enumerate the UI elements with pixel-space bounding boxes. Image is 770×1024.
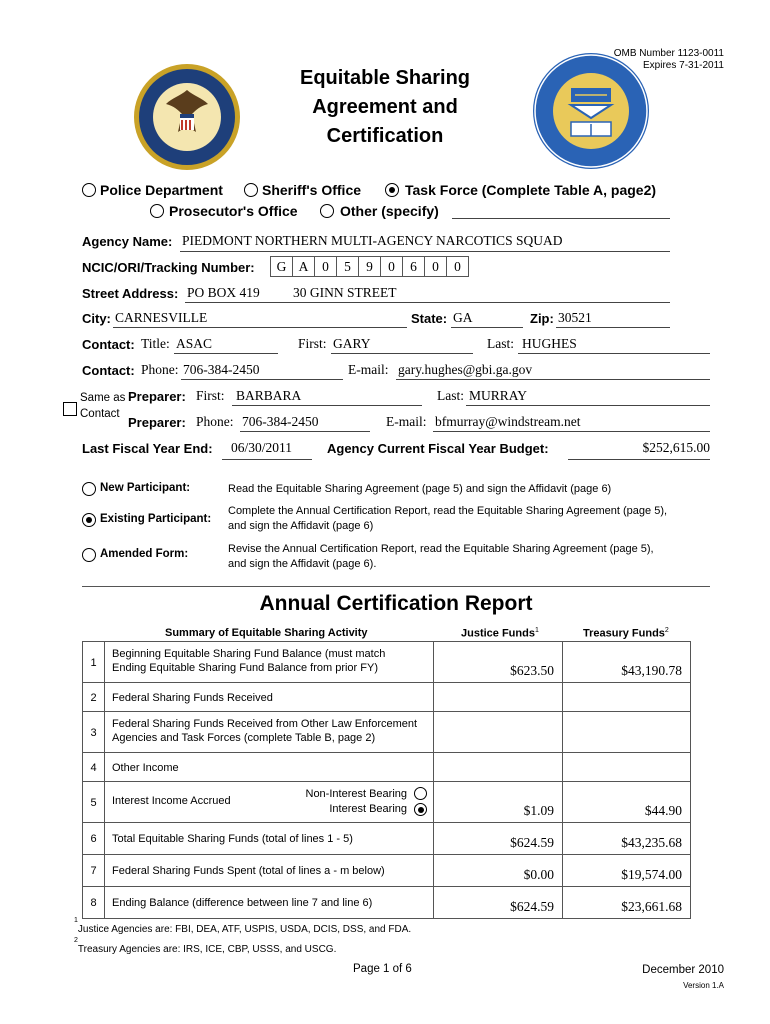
col-treasury-text: Treasury Funds	[583, 627, 665, 640]
ncic-char: 0	[380, 256, 402, 277]
col-justice-sup: 1	[534, 627, 539, 634]
preparer-email-field[interactable]	[433, 431, 710, 432]
budget-label: Agency Current Fiscal Year Budget:	[327, 441, 549, 456]
row-6-treasury-cell[interactable]	[562, 822, 691, 855]
contact-email-field[interactable]	[396, 379, 710, 380]
treasury-seal	[531, 50, 651, 172]
radio-police-department[interactable]	[82, 183, 96, 197]
preparer-label: Preparer:	[128, 389, 186, 404]
preparer-last-label: Last:	[437, 388, 464, 403]
ncic-boxes[interactable]	[270, 256, 469, 277]
row-8-justice-cell[interactable]	[433, 886, 562, 919]
row-5-desc-1: Interest Income Accrued	[112, 795, 231, 807]
city-field[interactable]	[113, 327, 407, 328]
row-3-num-cell	[82, 711, 104, 753]
state-field[interactable]	[451, 327, 523, 328]
row-2-treasury-cell[interactable]	[562, 682, 691, 712]
same-as-contact-label	[80, 390, 125, 422]
contact-email-value: gary.hughes@gbi.ga.gov	[398, 362, 533, 377]
row-6-justice-cell[interactable]	[433, 822, 562, 855]
row-3-treasury-cell[interactable]	[562, 711, 691, 753]
preparer-last-field[interactable]	[466, 405, 710, 406]
report-table	[82, 641, 691, 919]
row-1-justice: $623.50	[510, 663, 554, 678]
footnote-1	[74, 917, 412, 936]
row-7-desc-cell	[104, 854, 433, 887]
preparer-email-value: bfmurray@windstream.net	[435, 414, 581, 429]
label-sheriffs-office: Sheriff's Office	[262, 182, 362, 198]
contact-title-label: Title:	[141, 336, 170, 351]
page-number: Page 1 of 6	[353, 963, 412, 975]
col-treasury-header	[583, 627, 669, 640]
existing-participant-text	[228, 504, 667, 534]
contact-first-field[interactable]	[331, 353, 473, 354]
row-8-num: 8	[90, 897, 97, 909]
row-8-treasury-cell[interactable]	[562, 886, 691, 919]
preparer-phone-label: Phone:	[196, 414, 234, 429]
row-1-desc-cell	[104, 641, 433, 683]
row-8-treasury: $23,661.68	[621, 899, 682, 914]
row-5-num: 5	[90, 797, 97, 809]
section-divider	[82, 586, 710, 587]
same-as-text: Same as	[80, 392, 126, 404]
row-2-num: 2	[90, 692, 97, 704]
row-5-num-cell	[82, 781, 104, 823]
contact-label: Contact:	[82, 337, 135, 352]
contact-text: Contact	[80, 408, 120, 420]
row-3-desc-2: Agencies and Task Forces (complete Table B, page 2)	[112, 732, 376, 744]
row-1-treasury-cell[interactable]	[562, 641, 691, 683]
new-participant-text	[228, 482, 611, 497]
contact-title-field[interactable]	[174, 353, 278, 354]
footer-version: Version 1.A	[683, 981, 724, 990]
preparer-phone-value: 706-384-2450	[242, 414, 319, 429]
doj-seal	[132, 62, 242, 172]
row-8-justice: $624.59	[510, 899, 554, 914]
contact-phone-label: Phone:	[141, 362, 179, 377]
amended-form-text	[228, 542, 654, 572]
footnote-2	[74, 937, 337, 956]
agency-name-label: Agency Name:	[82, 234, 173, 249]
row-8-num-cell	[82, 886, 104, 919]
fiscal-year-end-value: 06/30/2011	[231, 440, 293, 455]
amended-form-text-2: and sign the Affidavit (page 6).	[228, 558, 377, 570]
radio-prosecutors-office[interactable]	[150, 204, 164, 218]
budget-field[interactable]	[568, 459, 710, 460]
row-2-justice-cell[interactable]	[433, 682, 562, 712]
row-6-desc-1: Total Equitable Sharing Funds (total of lines 1 - 5)	[112, 833, 353, 845]
street-address-2: 30 GINN STREET	[293, 285, 397, 300]
contact-phone-field[interactable]	[181, 379, 343, 380]
contact-last-field[interactable]	[518, 353, 710, 354]
row-4-justice-cell[interactable]	[433, 752, 562, 782]
radio-amended-form[interactable]	[82, 548, 96, 562]
preparer-first-label: First:	[196, 388, 225, 403]
footnote-1-sup: 1	[74, 917, 78, 924]
ncic-char: 0	[446, 256, 469, 277]
row-2-desc-cell	[104, 682, 433, 712]
contact-email-label: E-mail:	[348, 362, 389, 377]
preparer-phone-field[interactable]	[240, 431, 370, 432]
existing-participant-label: Existing Participant:	[100, 513, 212, 525]
report-title: Annual Certification Report	[259, 592, 533, 615]
zip-label: Zip:	[530, 311, 554, 326]
row-5-justice: $1.09	[523, 803, 554, 818]
row-7-treasury-cell[interactable]	[562, 854, 691, 887]
ncic-label: NCIC/ORI/Tracking Number:	[82, 260, 255, 275]
row-1-justice-cell[interactable]	[433, 641, 562, 683]
col-justice-text: Justice Funds	[461, 627, 535, 640]
contact-phone-value: 706-384-2450	[183, 362, 260, 377]
preparer-last-value: MURRAY	[469, 388, 528, 403]
interest-options	[306, 787, 408, 817]
radio-non-interest-bearing[interactable]	[414, 787, 427, 800]
contact-last-value: HUGHES	[522, 336, 577, 351]
row-7-justice: $0.00	[523, 867, 554, 882]
new-participant-label: New Participant:	[100, 482, 191, 494]
ncic-char: A	[292, 256, 314, 277]
other-specify-field[interactable]	[452, 218, 670, 219]
row-3-justice-cell[interactable]	[433, 711, 562, 753]
radio-existing-participant[interactable]	[82, 513, 96, 527]
ncic-char: 5	[336, 256, 358, 277]
preparer-first-field[interactable]	[232, 405, 422, 406]
row-6-num: 6	[90, 833, 97, 845]
preparer-first-value: BARBARA	[236, 388, 302, 403]
row-8-desc-cell	[104, 886, 433, 919]
footnote-2-sup: 2	[74, 937, 78, 944]
row-4-desc-cell	[104, 752, 433, 782]
ncic-char: 9	[358, 256, 380, 277]
contact-label-2: Contact:	[82, 363, 135, 378]
row-6-desc-cell	[104, 822, 433, 855]
ncic-char: 0	[314, 256, 336, 277]
footer-date: December 2010	[642, 964, 724, 976]
city-label: City:	[82, 311, 111, 326]
radio-other[interactable]	[320, 204, 334, 218]
contact-first-label: First:	[298, 336, 327, 351]
existing-participant-text-1: Complete the Annual Certification Report, read the Equitable Sharing Agreement (page 5),	[228, 505, 668, 517]
col-treasury-sup: 2	[664, 627, 669, 634]
street-address-1: PO BOX 419	[187, 285, 260, 300]
interest-label: Interest Bearing	[329, 803, 407, 815]
row-5-justice-cell[interactable]	[433, 781, 562, 823]
row-1-num-cell	[82, 641, 104, 683]
street-address-label: Street Address:	[82, 286, 179, 301]
footnote-1-text: Justice Agencies are: FBI, DEA, ATF, USPIS, USDA, DCIS, DSS, and FDA.	[77, 924, 412, 936]
row-1-treasury: $43,190.78	[621, 663, 682, 678]
omb-expires: Expires 7-31-2011	[643, 60, 724, 71]
zip-value: 30521	[558, 310, 592, 325]
row-1-desc-2: Ending Equitable Sharing Fund Balance from prior FY)	[112, 662, 378, 674]
footnote-2-text: Treasury Agencies are: IRS, ICE, CBP, USSS, and USCG.	[77, 944, 337, 956]
radio-new-participant[interactable]	[82, 482, 96, 496]
col-justice-header	[461, 627, 539, 640]
label-task-force: Task Force (Complete Table A, page2)	[405, 182, 657, 198]
row-6-num-cell	[82, 822, 104, 855]
preparer-label-2: Preparer:	[128, 415, 186, 430]
row-3-num: 3	[90, 727, 97, 739]
state-value: GA	[453, 310, 473, 325]
row-2-desc-1: Federal Sharing Funds Received	[112, 692, 273, 704]
omb-number: OMB Number 1123-0011	[613, 48, 724, 59]
row-8-desc-1: Ending Balance (difference between line 7 and line 6)	[112, 897, 373, 909]
document-title	[260, 64, 510, 151]
agency-name-value: PIEDMONT NORTHERN MULTI-AGENCY NARCOTICS SQUAD	[182, 233, 563, 248]
preparer-email-label: E-mail:	[386, 414, 427, 429]
radio-interest-bearing[interactable]	[414, 803, 427, 816]
ncic-char: G	[270, 256, 292, 277]
label-prosecutors-office: Prosecutor's Office	[169, 203, 298, 219]
ncic-char: 6	[402, 256, 424, 277]
row-7-desc-1: Federal Sharing Funds Spent (total of lines a - m below)	[112, 865, 385, 877]
row-6-justice: $624.59	[510, 835, 554, 850]
contact-first-value: GARY	[333, 336, 371, 351]
agency-name-field[interactable]	[180, 251, 670, 252]
fiscal-year-end-label: Last Fiscal Year End:	[82, 441, 213, 456]
row-4-num-cell	[82, 752, 104, 782]
row-3-desc-cell	[104, 711, 433, 753]
row-7-justice-cell[interactable]	[433, 854, 562, 887]
street-address-field[interactable]	[185, 302, 670, 303]
label-police-department: Police Department	[100, 182, 223, 198]
fiscal-year-end-field[interactable]	[222, 459, 312, 460]
row-5-treasury: $44.90	[644, 803, 682, 818]
row-7-num-cell	[82, 854, 104, 887]
row-1-num: 1	[90, 657, 97, 669]
row-4-num: 4	[90, 762, 97, 774]
row-5-desc-cell	[104, 781, 433, 823]
city-value: CARNESVILLE	[115, 310, 208, 325]
amended-form-text-1: Revise the Annual Certification Report, read the Equitable Sharing Agreement (page 5),	[228, 543, 654, 555]
state-label: State:	[411, 311, 448, 326]
contact-title-value: ASAC	[176, 336, 213, 351]
title-line-3: Certification	[326, 125, 444, 147]
existing-participant-text-2: and sign the Affidavit (page 6)	[228, 520, 374, 532]
row-6-treasury: $43,235.68	[621, 835, 682, 850]
row-1-desc-1: Beginning Equitable Sharing Fund Balance (must match	[112, 648, 386, 660]
row-5-treasury-cell[interactable]	[562, 781, 691, 823]
col-summary-header: Summary of Equitable Sharing Activity	[165, 627, 368, 639]
same-as-contact-checkbox[interactable]	[63, 402, 77, 416]
row-7-num: 7	[90, 865, 97, 877]
radio-sheriffs-office[interactable]	[244, 183, 258, 197]
budget-value: $252,615.00	[642, 440, 710, 455]
ncic-char: 0	[424, 256, 446, 277]
row-2-num-cell	[82, 682, 104, 712]
row-3-desc-1: Federal Sharing Funds Received from Other Law Enforcement	[112, 718, 418, 730]
row-7-treasury: $19,574.00	[621, 867, 682, 882]
contact-last-label: Last:	[487, 336, 514, 351]
title-line-1: Equitable Sharing	[299, 67, 471, 89]
label-other: Other (specify)	[340, 203, 439, 219]
new-participant-text-1: Read the Equitable Sharing Agreement (page 5) and sign the Affidavit (page 6)	[228, 483, 612, 495]
title-line-2: Agreement and	[312, 96, 458, 118]
radio-task-force[interactable]	[385, 183, 399, 197]
row-4-treasury-cell[interactable]	[562, 752, 691, 782]
zip-field[interactable]	[556, 327, 670, 328]
amended-form-label: Amended Form:	[100, 548, 189, 560]
row-4-desc-1: Other Income	[112, 762, 179, 774]
non-interest-label: Non-Interest Bearing	[305, 788, 407, 800]
